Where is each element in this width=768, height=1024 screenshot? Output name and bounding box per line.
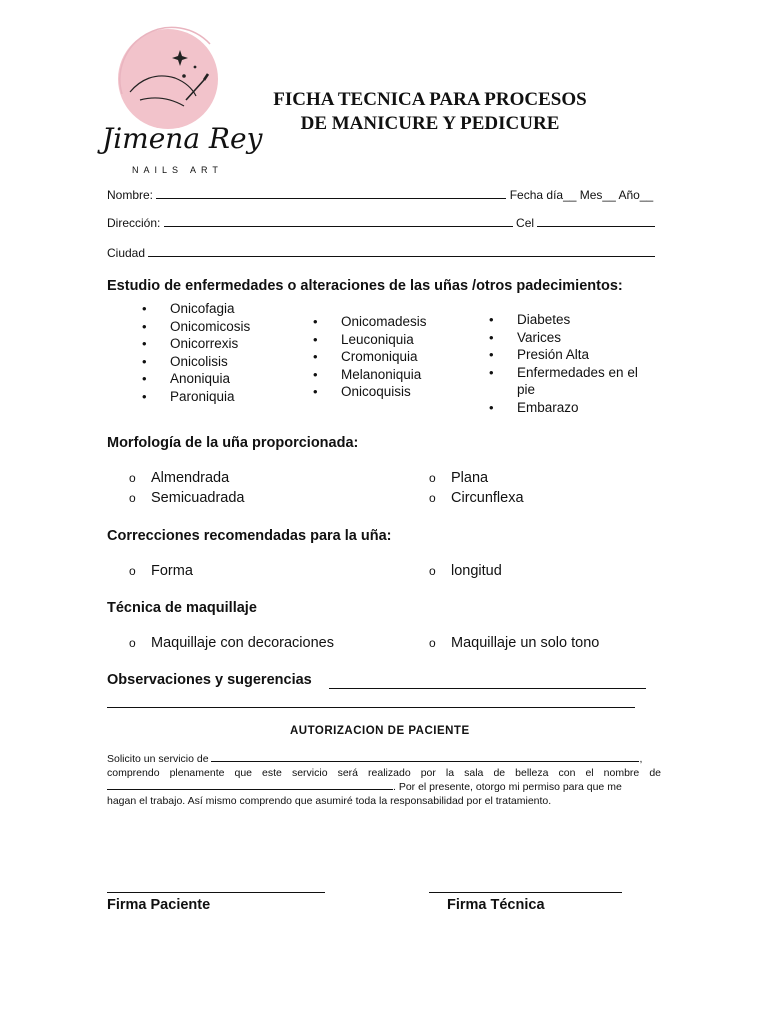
nombre-label: Nombre: (107, 188, 154, 202)
auth-text-4: hagan el trabajo. Así mismo comprendo que asumiré toda la responsabilidad por el tratamiento. (107, 794, 552, 807)
list-item: • Paroniquia (142, 388, 282, 406)
nombre-input[interactable] (156, 187, 506, 199)
logo-graphic (100, 22, 235, 182)
study-heading: Estudio de enfermedades o alteraciones de las uñas /otros padecimientos: (107, 278, 623, 294)
salon-name-input[interactable] (107, 780, 393, 790)
list-item: • Varices (489, 329, 639, 347)
servicio-input[interactable] (211, 752, 639, 762)
fecha-label[interactable]: Fecha día__ Mes__ Año__ (509, 188, 654, 202)
firma-paciente-line[interactable] (107, 892, 325, 893)
autorizacion-heading: AUTORIZACION DE PACIENTE (290, 725, 470, 737)
list-item: • Anoniquia (142, 370, 282, 388)
study-list-2 (313, 313, 463, 401)
study-list-3 (489, 311, 639, 416)
nombre-row (107, 187, 653, 202)
option-label: Forma (151, 563, 193, 579)
option-circle-icon: o (129, 471, 136, 485)
option-solo-tono[interactable] (429, 635, 599, 651)
direccion-input[interactable] (164, 215, 513, 227)
tecnica-heading: Técnica de maquillaje (107, 600, 257, 616)
logo-subtitle: NAILS ART (132, 165, 223, 175)
firma-tecnica-line[interactable] (429, 892, 622, 893)
option-decoraciones[interactable] (129, 635, 334, 651)
firma-tecnica-label: Firma Técnica (447, 897, 545, 913)
cel-label: Cel (516, 216, 535, 230)
list-item: • Onicoquisis (313, 383, 463, 401)
logo (100, 22, 263, 182)
option-circunflexa[interactable] (429, 490, 524, 506)
ciudad-input[interactable] (148, 245, 655, 257)
list-item: • Cromoniquia (313, 348, 463, 366)
option-label: Plana (451, 470, 489, 486)
direccion-row (107, 215, 655, 230)
study-list-1 (142, 300, 282, 405)
auth-text-2: comprendo plenamente que este servicio será realizado por la sala de belleza con el nombre de (107, 766, 661, 779)
logo-name: Jimena Rey (102, 122, 263, 155)
option-circle-icon: o (429, 636, 436, 650)
list-item: • Presión Alta (489, 346, 639, 364)
option-label: Semicuadrada (151, 490, 245, 506)
firma-paciente-label: Firma Paciente (107, 897, 211, 913)
ciudad-row (107, 245, 655, 260)
option-plana[interactable] (429, 470, 488, 486)
list-item: • Onicorrexis (142, 335, 282, 353)
option-longitud[interactable] (429, 563, 502, 579)
title-line-1: FICHA TECNICA PARA PROCESOS (273, 89, 587, 110)
option-label: longitud (451, 563, 502, 579)
direccion-label: Dirección: (107, 216, 161, 230)
list-item: • Embarazo (489, 399, 639, 417)
autorizacion-text: Solicito un servicio de , comprendo plenamente que este servicio será realizado por la sala de belleza con el nombre de . Por el presente, otorgo mi permiso para que me hagan el trabajo. Así mismo comprendo que asumiré toda la responsabilidad por el tratamiento. (107, 753, 661, 807)
option-semicuadrada[interactable] (129, 490, 245, 506)
list-item: • Leuconiquia (313, 331, 463, 349)
title-line-2: DE MANICURE Y PEDICURE (300, 113, 560, 134)
list-item: • Enfermedades en el pie (489, 364, 639, 399)
list-item: • Onicolisis (142, 353, 282, 371)
option-circle-icon: o (429, 471, 436, 485)
list-item: • Onicofagia (142, 300, 282, 318)
option-label: Maquillaje un solo tono (451, 635, 600, 651)
correcciones-heading: Correcciones recomendadas para la uña: (107, 528, 392, 544)
list-item: • Diabetes (489, 311, 639, 329)
observaciones-heading: Observaciones y sugerencias (107, 672, 312, 688)
option-almendrada[interactable] (129, 470, 229, 486)
option-label: Maquillaje con decoraciones (151, 635, 334, 651)
page-title (220, 88, 640, 136)
option-circle-icon: o (429, 564, 436, 578)
option-circle-icon: o (129, 636, 136, 650)
cel-input[interactable] (537, 215, 655, 227)
observaciones-input-line-2[interactable] (107, 707, 635, 708)
option-circle-icon: o (129, 491, 136, 505)
list-item: • Melanoniquia (313, 366, 463, 384)
option-forma[interactable] (129, 563, 193, 579)
auth-text-1: Solicito un servicio de (107, 753, 209, 765)
option-circle-icon: o (129, 564, 136, 578)
list-item: • Onicomadesis (313, 313, 463, 331)
option-circle-icon: o (429, 491, 436, 505)
observaciones-input-line-1[interactable] (329, 688, 646, 689)
ciudad-label: Ciudad (107, 246, 146, 260)
morfologia-heading: Morfología de la uña proporcionada: (107, 435, 359, 451)
list-item: • Onicomicosis (142, 318, 282, 336)
auth-text-3: . Por el presente, otorgo mi permiso para que me (393, 781, 622, 793)
option-label: Almendrada (151, 470, 230, 486)
option-label: Circunflexa (451, 490, 524, 506)
